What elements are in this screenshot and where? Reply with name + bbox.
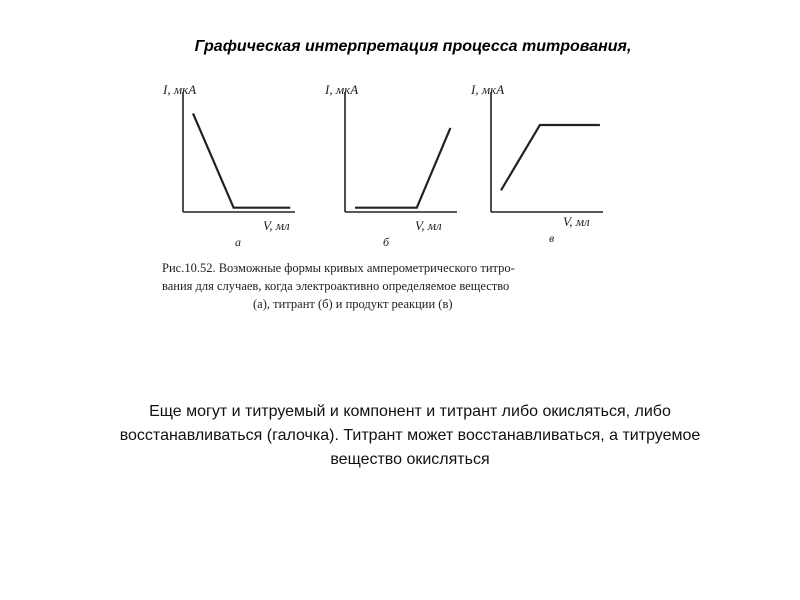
explanation-line-1: Еще могут и титруемый и компонент и титрант либо окисляться, либо xyxy=(149,403,671,420)
x-axis-label: V, мл xyxy=(563,214,590,229)
panel-letter-c: в xyxy=(549,231,555,245)
page-title: Графическая интерпретация процесса титрования, xyxy=(194,38,632,55)
panel-b xyxy=(324,82,457,249)
panel-letter-a: а xyxy=(235,235,241,249)
x-axis-label: V, мл xyxy=(415,218,442,233)
explanation-line-2: восстанавливаться (галочка). Титрант может восстанавливаться, а титруемое xyxy=(119,427,701,444)
caption-line-1: Рис.10.52. Возможные формы кривых амперометрического титро- xyxy=(162,261,515,275)
titration-figure xyxy=(148,62,628,332)
panel-a xyxy=(162,82,295,249)
y-axis-label: I, мкА xyxy=(163,82,197,97)
y-axis-label: I, мкА xyxy=(471,82,505,97)
panel-c xyxy=(470,82,603,245)
caption-line-3: (а), титрант (б) и продукт реакции (в) xyxy=(253,297,453,311)
explanation-line-3: вещество окисляться xyxy=(330,451,490,468)
explanation-text xyxy=(40,400,780,472)
caption-line-2: вания для случаев, когда электроактивно определяемое вещество xyxy=(162,279,510,293)
titration-curves-svg xyxy=(148,62,628,332)
curve-b xyxy=(355,128,450,208)
curve-c xyxy=(501,125,600,190)
x-axis-label: V, мл xyxy=(263,218,290,233)
curve-a xyxy=(193,113,290,207)
y-axis-label: I, мкА xyxy=(325,82,359,97)
panel-letter-b: б xyxy=(383,235,390,249)
